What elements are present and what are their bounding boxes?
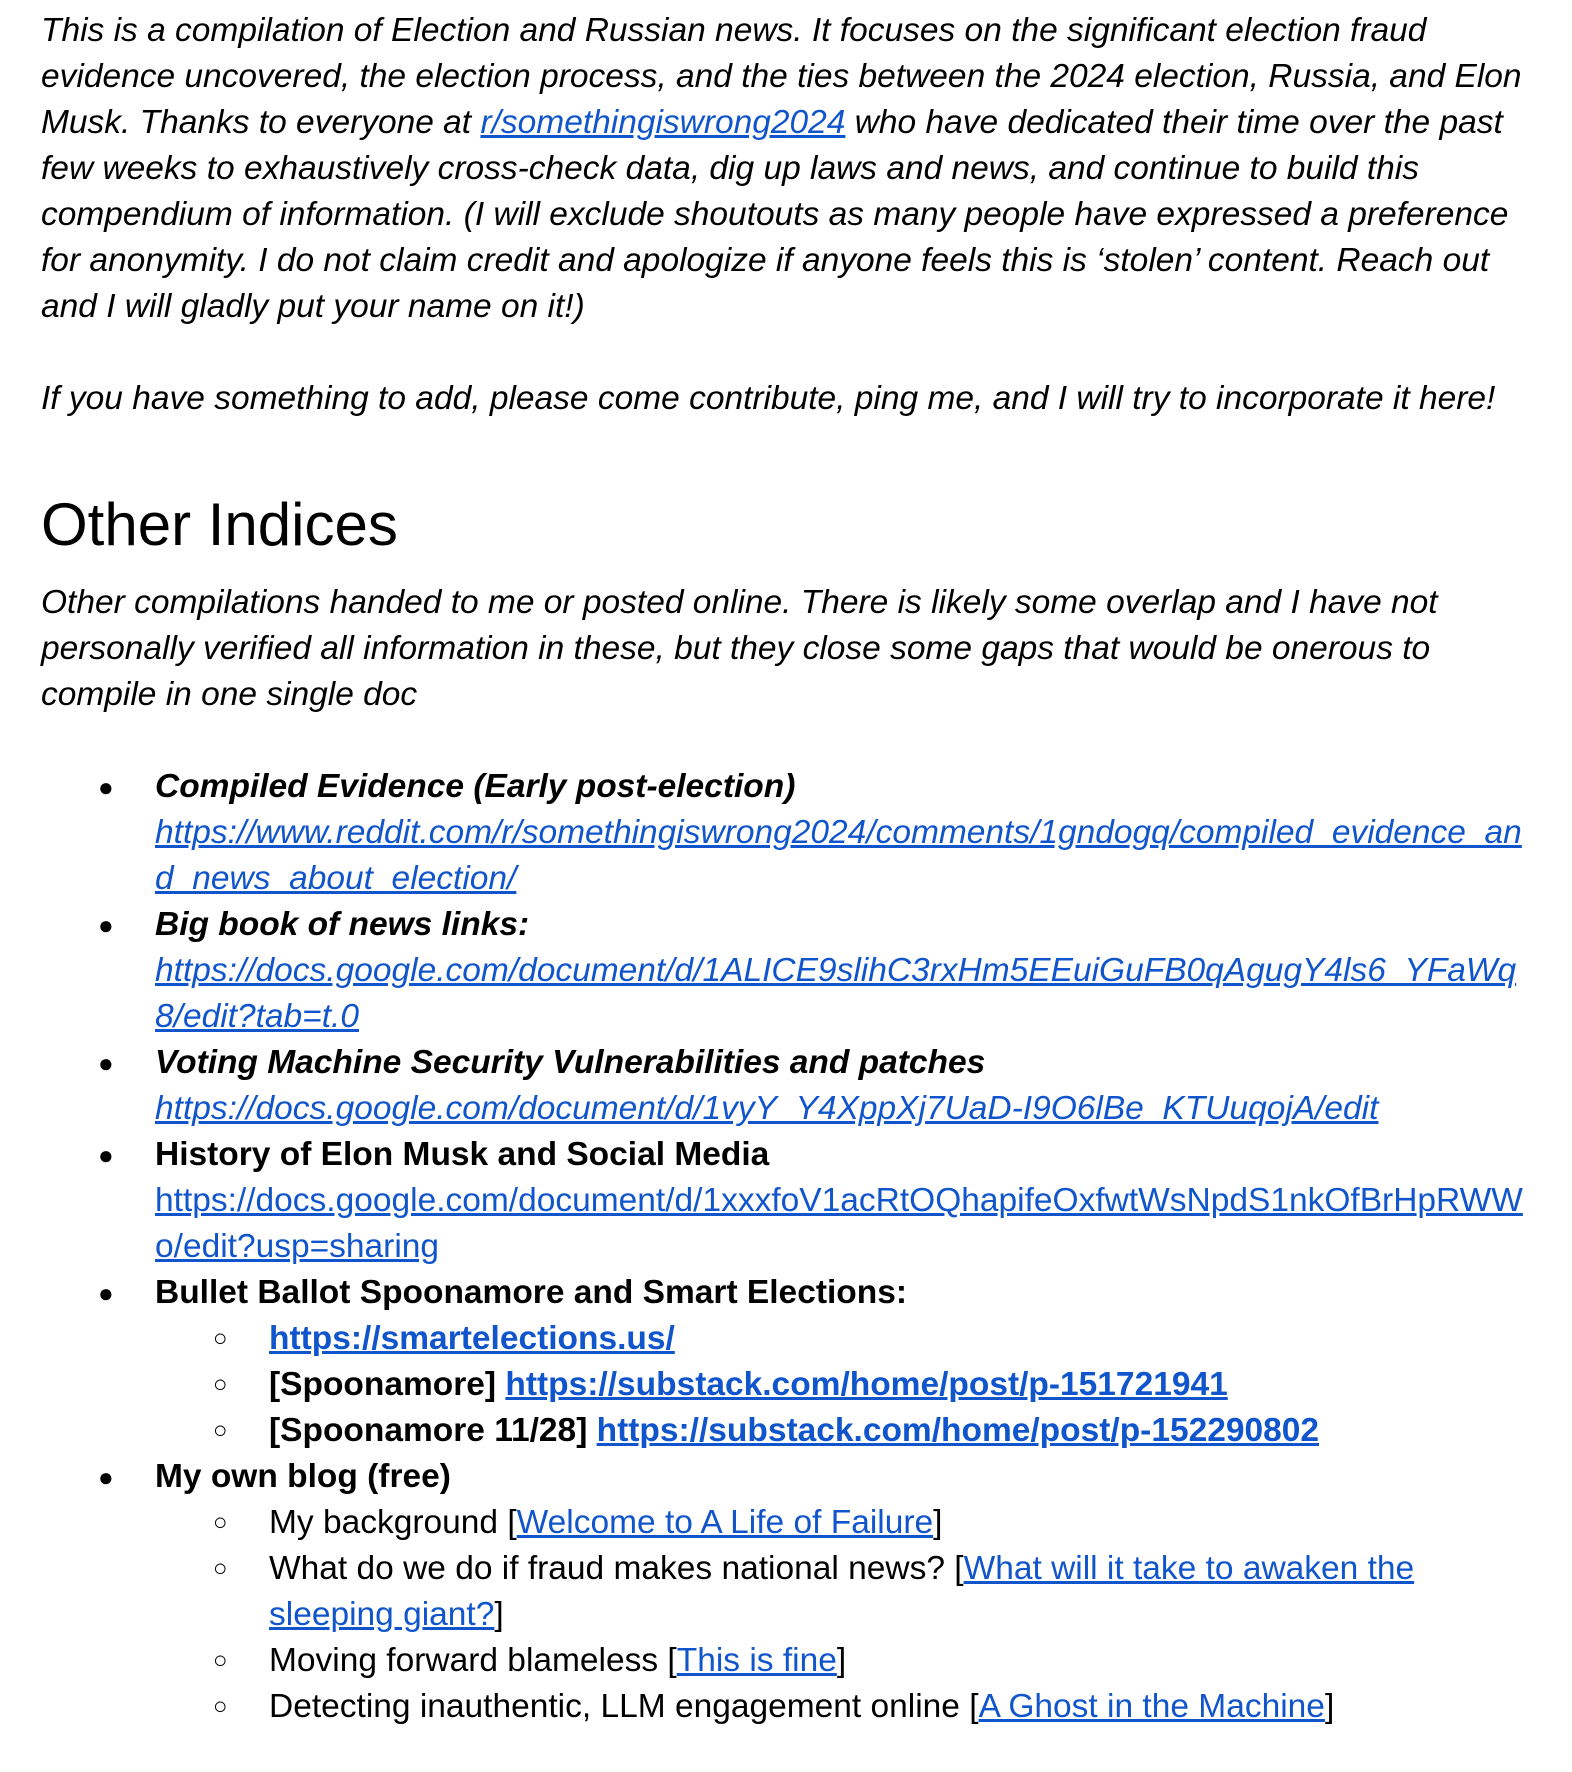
substack-link-2[interactable]: https://substack.com/home/post/p-152290802 — [596, 1412, 1319, 1449]
sub-item-prefix: Detecting inauthentic, LLM engagement online [ — [269, 1688, 979, 1725]
sub-item-prefix: [Spoonamore] — [269, 1366, 506, 1403]
section-description: Other compilations handed to me or posted online. There is likely some overlap and I have not personally verified all information in these, but they close some gaps that would be onerous to compile in one single doc — [41, 584, 1438, 713]
sub-item — [41, 1362, 1532, 1408]
section-heading: Other Indices — [41, 491, 398, 558]
sub-item-suffix: ] — [494, 1596, 504, 1633]
sub-item-prefix: My background [ — [269, 1504, 517, 1541]
blog-link-sleeping-giant[interactable]: What will it take to awaken the sleeping giant? — [269, 1550, 1415, 1633]
sub-item-suffix: ] — [836, 1642, 847, 1679]
sub-item-prefix: What do we do if fraud makes national news? [ — [269, 1550, 964, 1587]
sub-item — [41, 1500, 1532, 1546]
item-title: ● My own blog (free) — [155, 1458, 451, 1495]
spacer — [41, 718, 1532, 764]
list-item-own-blog — [41, 1454, 1532, 1730]
voting-machine-link[interactable]: https://docs.google.com/document/d/1vyY_Y4XppXj7UaD-I9O6lBe_KTUuqojA/edit — [155, 1090, 1379, 1127]
indices-list — [41, 764, 1532, 1730]
list-item-big-book — [41, 902, 1532, 1040]
intro-text-1: This is a compilation of Election and Russian news. It focuses on the significant election fraud evidence uncovered, the election process, and the ties between the 2024 election, Russia, and Elon Musk. Thanks to everyone at — [41, 12, 1522, 141]
subreddit-link[interactable]: r/somethingiswrong2024 — [480, 104, 846, 141]
sub-item-prefix: [Spoonamore 11/28] — [269, 1412, 597, 1449]
item-title: ● Compiled Evidence (Early post-election) — [155, 768, 796, 805]
spoonamore-sublist — [155, 1316, 1532, 1454]
big-book-link[interactable]: https://docs.google.com/document/d/1ALICE9slihC3rxHm5EEuiGuFB0qAgugY4ls6_YFaWq8/edit?tab=t.0 — [155, 952, 1517, 1035]
elon-musk-history-link[interactable]: https://docs.google.com/document/d/1xxxfoV1acRtOQhapifeOxfwtWsNpdS1nkOfBrHpRWWo/edit?usp=sharing — [155, 1182, 1523, 1265]
item-title: ● History of Elon Musk and Social Media — [155, 1136, 770, 1173]
spacer — [41, 330, 1532, 376]
intro-text-2: who have dedicated their time over the past few weeks to exhaustively cross-check data, dig up laws and news, and continue to build this compendium of information. (I will exclude shoutouts as many people have expressed a preference for anonymity. I do not claim credit and apologize if anyone feels this is ‘stolen’ content. Reach out and I will gladly put your name on it!) — [41, 104, 1509, 325]
compiled-evidence-link[interactable]: https://www.reddit.com/r/somethingiswrong2024/comments/1gndogq/compiled_evidence_and_news_about_election/ — [155, 814, 1522, 897]
item-title: ● Bullet Ballot Spoonamore and Smart Elections: — [155, 1274, 907, 1311]
sub-item — [41, 1316, 1532, 1362]
substack-link-1[interactable]: https://substack.com/home/post/p-151721941 — [505, 1366, 1228, 1403]
sub-item-suffix: ] — [933, 1504, 943, 1541]
item-title: ● Voting Machine Security Vulnerabilities and patches — [155, 1044, 986, 1081]
sub-item-suffix: ] — [1324, 1688, 1335, 1725]
sub-item — [41, 1408, 1532, 1454]
item-title: ● Big book of news links: — [155, 906, 530, 943]
blog-link-this-is-fine[interactable]: This is fine — [676, 1642, 837, 1679]
sub-item — [41, 1638, 1532, 1684]
intro-paragraph — [41, 8, 1532, 330]
sub-item-prefix: Moving forward blameless [ — [269, 1642, 677, 1679]
sub-item — [41, 1684, 1532, 1730]
blog-sublist — [155, 1500, 1532, 1730]
list-item-spoonamore — [41, 1270, 1532, 1454]
sub-item — [41, 1546, 1532, 1638]
blog-link-background[interactable]: Welcome to A Life of Failure — [516, 1504, 934, 1541]
contribute-paragraph: If you have something to add, please come contribute, ping me, and I will try to incorporate it here! — [41, 380, 1496, 417]
blog-link-ghost-machine[interactable]: A Ghost in the Machine — [978, 1688, 1325, 1725]
smartelections-link[interactable]: https://smartelections.us/ — [269, 1320, 675, 1357]
list-item-elon-musk — [41, 1132, 1532, 1270]
list-item-compiled-evidence — [41, 764, 1532, 902]
list-item-voting-machine — [41, 1040, 1532, 1132]
